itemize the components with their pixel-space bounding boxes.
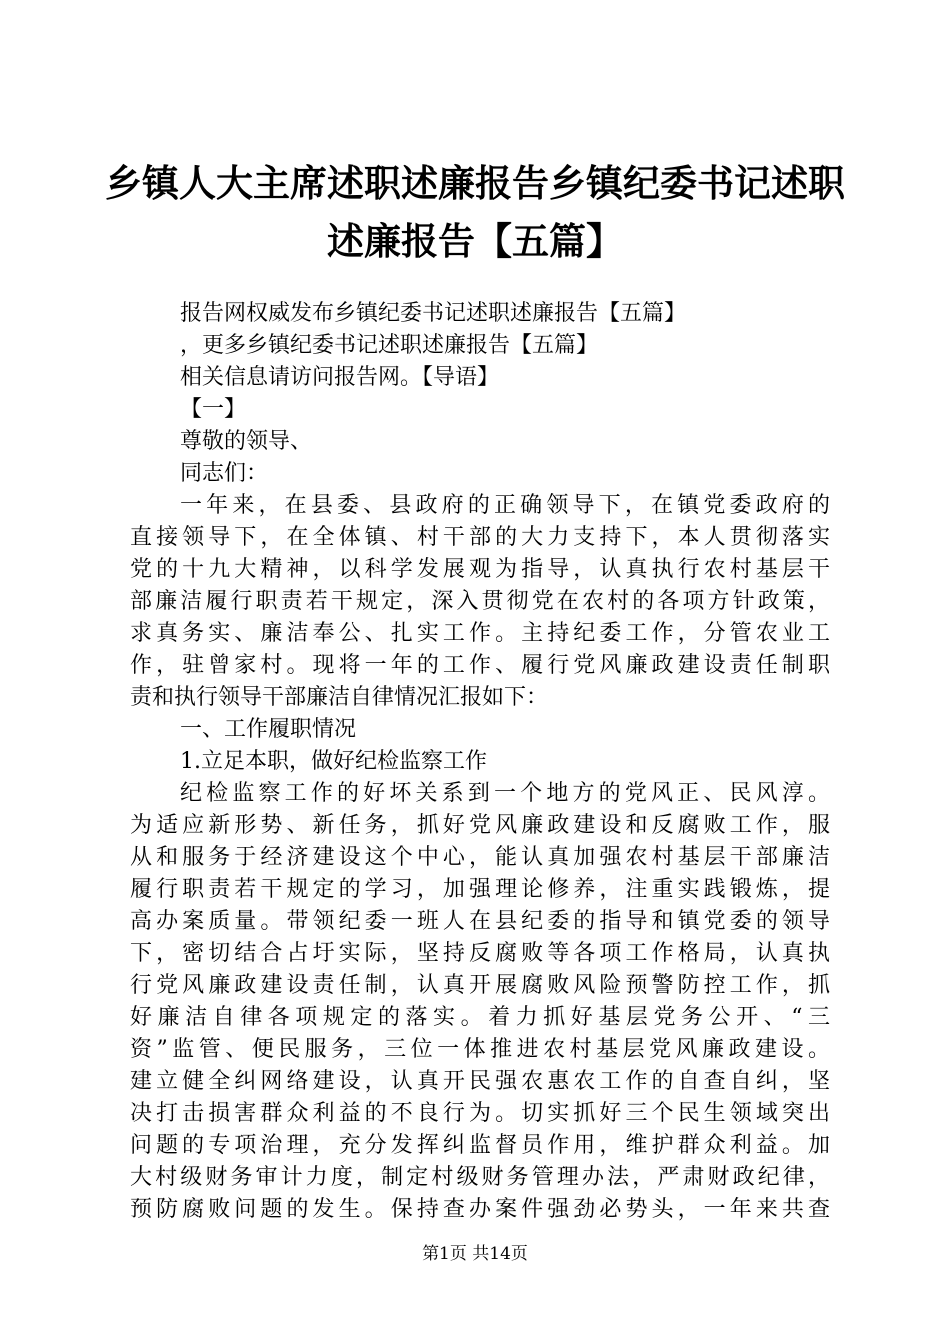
body-text-line: 【一】: [180, 397, 247, 422]
body-text-line: 尊敬的领导、: [180, 429, 313, 454]
body-text-line: 报告网权威发布乡镇纪委书记述职述廉报告【五篇】: [180, 301, 687, 326]
body-text-line: ，更多乡镇纪委书记述职述廉报告【五篇】: [180, 333, 599, 358]
body-text-line: 决打击损害群众利益的不良行为。切实抓好三个民生领域突出: [130, 1101, 830, 1126]
body-text-line: 1.立足本职，做好纪检监察工作: [180, 749, 487, 774]
body-text-line: 直接领导下，在全体镇、村干部的大力支持下，本人贯彻落实: [130, 525, 830, 550]
body-text-line: 一、工作履职情况: [180, 717, 357, 742]
document-title-line-2: 述廉报告【五篇】: [327, 220, 623, 263]
body-text-line: 履行职责若干规定的学习，加强理论修养，注重实践锻炼，提: [130, 877, 830, 902]
document-title-line-1: 乡镇人大主席述职述廉报告乡镇纪委书记述职: [105, 162, 845, 205]
body-text-line: 纪检监察工作的好坏关系到一个地方的党风正、民风淳。: [180, 781, 830, 806]
body-text-line: 行党风廉政建设责任制，认真开展腐败风险预警防控工作，抓: [130, 973, 830, 998]
body-text-line: 从和服务于经济建设这个中心，能认真加强农村基层干部廉洁: [130, 845, 830, 870]
body-text-line: 为适应新形势、新任务，抓好党风廉政建设和反腐败工作，服: [130, 813, 830, 838]
body-text-line: 作，驻曾家村。现将一年的工作、履行党风廉政建设责任制职: [130, 653, 830, 678]
body-text-line: 资”监管、便民服务，三位一体推进农村基层党风廉政建设。: [130, 1037, 830, 1062]
body-text-line: 预防腐败问题的发生。保持查办案件强劲必势头，一年来共查: [130, 1197, 830, 1222]
body-text-line: 下，密切结合占圩实际，坚持反腐败等各项工作格局，认真执: [130, 941, 830, 966]
body-text-line: 相关信息请访问报告网。【导语】: [180, 365, 500, 390]
page-footer: 第1页 共14页: [422, 1244, 528, 1264]
document-body: [130, 298, 830, 1226]
body-text-line: 一年来，在县委、县政府的正确领导下，在镇党委政府的: [180, 493, 830, 518]
body-text-line: 高办案质量。带领纪委一班人在县纪委的指导和镇党委的领导: [130, 909, 830, 934]
body-text-line: 大村级财务审计力度，制定村级财务管理办法，严肃财政纪律，: [130, 1165, 830, 1190]
body-text-line: 党的十九大精神，以科学发展观为指导，认真执行农村基层干: [130, 557, 830, 582]
body-text-line: 好廉洁自律各项规定的落实。着力抓好基层党务公开、“三: [130, 1005, 830, 1030]
body-text-line: 同志们：: [180, 461, 269, 486]
body-text-line: 责和执行领导干部廉洁自律情况汇报如下：: [130, 685, 549, 710]
body-text-line: 问题的专项治理，充分发挥纠监督员作用，维护群众利益。加: [130, 1133, 830, 1158]
body-text-line: 部廉洁履行职责若干规定，深入贯彻党在农村的各项方针政策，: [130, 589, 830, 614]
body-text-line: 求真务实、廉洁奉公、扎实工作。主持纪委工作，分管农业工: [130, 621, 830, 646]
body-text-line: 建立健全纠网络建设，认真开民强农惠农工作的自查自纠，坚: [130, 1069, 830, 1094]
